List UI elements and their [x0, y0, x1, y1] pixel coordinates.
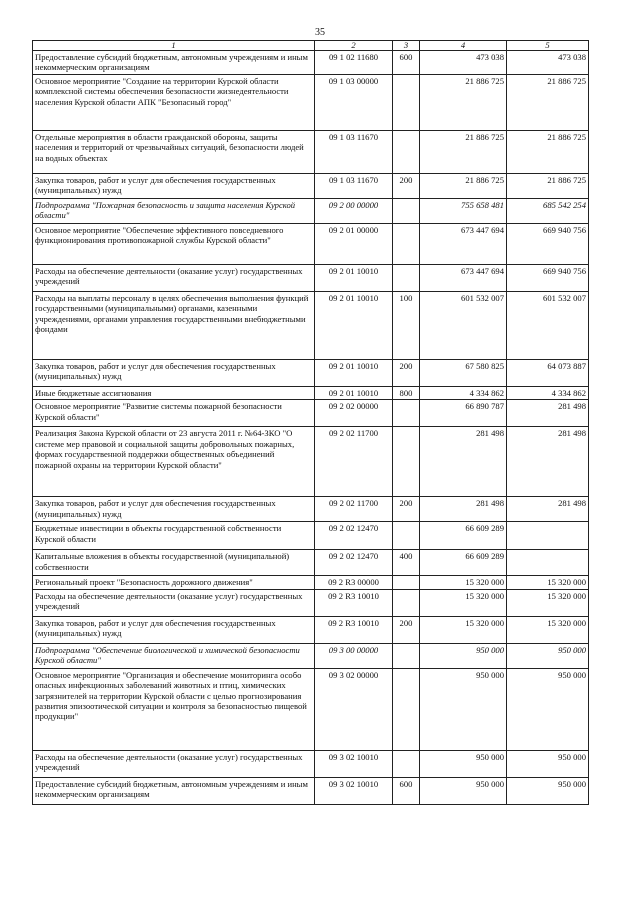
table-row	[33, 131, 589, 174]
row-amount-1-cell: 21 886 725	[420, 75, 507, 131]
row-amount-1-cell: 21 886 725	[420, 174, 507, 199]
row-name-cell: Закупка товаров, работ и услуг для обеспечения государственных (муниципальных) нужд	[33, 497, 315, 522]
row-expense-type-cell	[393, 522, 420, 550]
row-amount-1-cell: 950 000	[420, 777, 507, 804]
row-name-cell: Реализация Закона Курской области от 23 августа 2011 г. №64-ЗКО "О системе мер правовой и социальной защиты добровольных пожарных, формах государственной поддержки общественных объединений пожарной охраны на территории Курской области"	[33, 427, 315, 497]
row-name-cell: Подпрограмма "Обеспечение биологической и химической безопасности Курской области"	[33, 643, 315, 668]
row-expense-type-cell: 200	[393, 360, 420, 387]
row-code-cell: 09 2 01 00000	[315, 224, 393, 265]
row-code-cell: 09 2 02 11700	[315, 427, 393, 497]
row-name-cell: Предоставление субсидий бюджетным, автономным учреждениям и иным некоммерческим организациям	[33, 777, 315, 804]
row-expense-type-cell	[393, 589, 420, 616]
row-expense-type-cell: 200	[393, 616, 420, 643]
table-row	[33, 576, 589, 589]
row-amount-2-cell: 669 940 756	[507, 265, 589, 292]
row-code-cell: 09 2 R3 10010	[315, 589, 393, 616]
budget-table	[32, 40, 589, 805]
row-code-cell: 09 2 01 10010	[315, 292, 393, 360]
row-name-cell: Бюджетные инвестиции в объекты государственной собственности Курской области	[33, 522, 315, 550]
table-row	[33, 589, 589, 616]
column-header-2: 2	[315, 41, 393, 51]
table-row	[33, 292, 589, 360]
row-amount-1-cell: 673 447 694	[420, 224, 507, 265]
row-amount-1-cell: 67 580 825	[420, 360, 507, 387]
row-expense-type-cell: 200	[393, 174, 420, 199]
row-expense-type-cell: 100	[393, 292, 420, 360]
row-expense-type-cell: 600	[393, 777, 420, 804]
row-expense-type-cell	[393, 131, 420, 174]
table-row	[33, 522, 589, 550]
row-name-cell: Отдельные мероприятия в области гражданской обороны, защиты населения и территорий от чрезвычайных ситуаций, безопасности людей на водных объектах	[33, 131, 315, 174]
row-expense-type-cell: 600	[393, 51, 420, 75]
table-row	[33, 75, 589, 131]
row-amount-1-cell: 15 320 000	[420, 616, 507, 643]
row-code-cell: 09 1 02 11680	[315, 51, 393, 75]
row-amount-1-cell: 281 498	[420, 427, 507, 497]
row-amount-1-cell: 21 886 725	[420, 131, 507, 174]
row-code-cell: 09 2 02 00000	[315, 400, 393, 427]
row-code-cell: 09 2 R3 10010	[315, 616, 393, 643]
row-expense-type-cell	[393, 75, 420, 131]
row-code-cell: 09 1 03 00000	[315, 75, 393, 131]
table-row	[33, 360, 589, 387]
row-amount-1-cell: 673 447 694	[420, 265, 507, 292]
row-name-cell: Закупка товаров, работ и услуг для обеспечения государственных (муниципальных) нужд	[33, 174, 315, 199]
row-amount-1-cell: 950 000	[420, 643, 507, 668]
row-expense-type-cell	[393, 668, 420, 750]
row-name-cell: Расходы на обеспечение деятельности (оказание услуг) государственных учреждений	[33, 589, 315, 616]
column-header-5: 5	[507, 41, 589, 51]
row-amount-1-cell: 755 658 481	[420, 199, 507, 224]
row-amount-1-cell: 66 890 787	[420, 400, 507, 427]
row-amount-2-cell: 950 000	[507, 750, 589, 777]
row-name-cell: Региональный проект "Безопасность дорожного движения"	[33, 576, 315, 589]
row-expense-type-cell	[393, 643, 420, 668]
page-number: 35	[315, 27, 325, 38]
row-name-cell: Основное мероприятие "Создание на территории Курской области комплексной системы обеспечения безопасности жизнедеятельности населения Курской области АПК "Безопасный город"	[33, 75, 315, 131]
table-row	[33, 750, 589, 777]
table-row	[33, 643, 589, 668]
table-row	[33, 199, 589, 224]
table-row	[33, 497, 589, 522]
row-name-cell: Расходы на обеспечение деятельности (оказание услуг) государственных учреждений	[33, 750, 315, 777]
row-name-cell: Закупка товаров, работ и услуг для обеспечения государственных (муниципальных) нужд	[33, 616, 315, 643]
table-header-row	[33, 41, 589, 51]
column-header-3: 3	[393, 41, 420, 51]
row-amount-1-cell: 601 532 007	[420, 292, 507, 360]
row-amount-2-cell: 21 886 725	[507, 131, 589, 174]
row-name-cell: Подпрограмма "Пожарная безопасность и защита населения Курской области"	[33, 199, 315, 224]
row-amount-1-cell: 281 498	[420, 497, 507, 522]
row-code-cell: 09 2 02 12470	[315, 550, 393, 576]
row-amount-1-cell: 15 320 000	[420, 589, 507, 616]
row-amount-2-cell: 21 886 725	[507, 174, 589, 199]
row-code-cell: 09 1 03 11670	[315, 174, 393, 199]
row-amount-2-cell: 473 038	[507, 51, 589, 75]
row-code-cell: 09 2 01 10010	[315, 360, 393, 387]
row-amount-1-cell: 66 609 289	[420, 550, 507, 576]
row-name-cell: Основное мероприятие "Организация и обеспечение мониторинга особо опасных инфекционных заболеваний животных и птиц, химических загрязнителей на территории Курской области с целью прогнозирования развития эпизоотической ситуации и контроля за безопасностью пищевой продукции"	[33, 668, 315, 750]
table-row	[33, 387, 589, 400]
row-expense-type-cell: 400	[393, 550, 420, 576]
row-amount-2-cell: 685 542 254	[507, 199, 589, 224]
row-amount-2-cell	[507, 550, 589, 576]
row-expense-type-cell	[393, 400, 420, 427]
row-code-cell: 09 2 00 00000	[315, 199, 393, 224]
table-row	[33, 777, 589, 804]
row-amount-2-cell: 15 320 000	[507, 576, 589, 589]
row-expense-type-cell	[393, 199, 420, 224]
row-amount-2-cell: 4 334 862	[507, 387, 589, 400]
row-code-cell: 09 2 02 12470	[315, 522, 393, 550]
row-code-cell: 09 3 00 00000	[315, 643, 393, 668]
row-code-cell: 09 2 R3 00000	[315, 576, 393, 589]
table-row	[33, 400, 589, 427]
row-name-cell: Основное мероприятие "Развитие системы пожарной безопасности Курской области"	[33, 400, 315, 427]
table-row	[33, 616, 589, 643]
row-expense-type-cell	[393, 265, 420, 292]
row-name-cell: Иные бюджетные ассигнования	[33, 387, 315, 400]
table-row	[33, 265, 589, 292]
table-row	[33, 51, 589, 75]
row-expense-type-cell	[393, 576, 420, 589]
row-amount-2-cell: 950 000	[507, 777, 589, 804]
row-amount-1-cell: 66 609 289	[420, 522, 507, 550]
row-amount-2-cell: 281 498	[507, 400, 589, 427]
row-name-cell: Капитальные вложения в объекты государственной (муниципальной) собственности	[33, 550, 315, 576]
row-code-cell: 09 2 01 10010	[315, 387, 393, 400]
table-row	[33, 550, 589, 576]
row-name-cell: Предоставление субсидий бюджетным, автономным учреждениям и иным некоммерческим организациям	[33, 51, 315, 75]
row-amount-2-cell: 601 532 007	[507, 292, 589, 360]
row-amount-2-cell: 669 940 756	[507, 224, 589, 265]
table-body	[33, 51, 589, 805]
row-expense-type-cell: 200	[393, 497, 420, 522]
row-amount-2-cell	[507, 522, 589, 550]
row-amount-2-cell: 950 000	[507, 668, 589, 750]
row-amount-1-cell: 950 000	[420, 668, 507, 750]
row-amount-2-cell: 21 886 725	[507, 75, 589, 131]
row-amount-2-cell: 950 000	[507, 643, 589, 668]
table-row	[33, 668, 589, 750]
row-expense-type-cell	[393, 750, 420, 777]
row-name-cell: Основное мероприятие "Обеспечение эффективного повседневного функционирования противопожарной службы Курской области"	[33, 224, 315, 265]
row-code-cell: 09 3 02 10010	[315, 750, 393, 777]
row-code-cell: 09 3 02 10010	[315, 777, 393, 804]
row-amount-1-cell: 4 334 862	[420, 387, 507, 400]
column-header-4: 4	[420, 41, 507, 51]
row-name-cell: Расходы на выплаты персоналу в целях обеспечения выполнения функций государственными (муниципальными) органами, казенными учреждениями, органами управления государственными внебюджетными фондами	[33, 292, 315, 360]
table-row	[33, 427, 589, 497]
row-amount-2-cell: 15 320 000	[507, 589, 589, 616]
row-code-cell: 09 3 02 00000	[315, 668, 393, 750]
row-amount-1-cell: 473 038	[420, 51, 507, 75]
row-code-cell: 09 1 03 11670	[315, 131, 393, 174]
row-expense-type-cell: 800	[393, 387, 420, 400]
table-row	[33, 224, 589, 265]
row-amount-1-cell: 15 320 000	[420, 576, 507, 589]
row-name-cell: Закупка товаров, работ и услуг для обеспечения государственных (муниципальных) нужд	[33, 360, 315, 387]
row-amount-2-cell: 281 498	[507, 497, 589, 522]
row-amount-2-cell: 281 498	[507, 427, 589, 497]
table-row	[33, 174, 589, 199]
row-amount-1-cell: 950 000	[420, 750, 507, 777]
row-expense-type-cell	[393, 427, 420, 497]
row-code-cell: 09 2 02 11700	[315, 497, 393, 522]
row-amount-2-cell: 15 320 000	[507, 616, 589, 643]
row-code-cell: 09 2 01 10010	[315, 265, 393, 292]
row-name-cell: Расходы на обеспечение деятельности (оказание услуг) государственных учреждений	[33, 265, 315, 292]
column-header-1: 1	[33, 41, 315, 51]
row-amount-2-cell: 64 073 887	[507, 360, 589, 387]
row-expense-type-cell	[393, 224, 420, 265]
